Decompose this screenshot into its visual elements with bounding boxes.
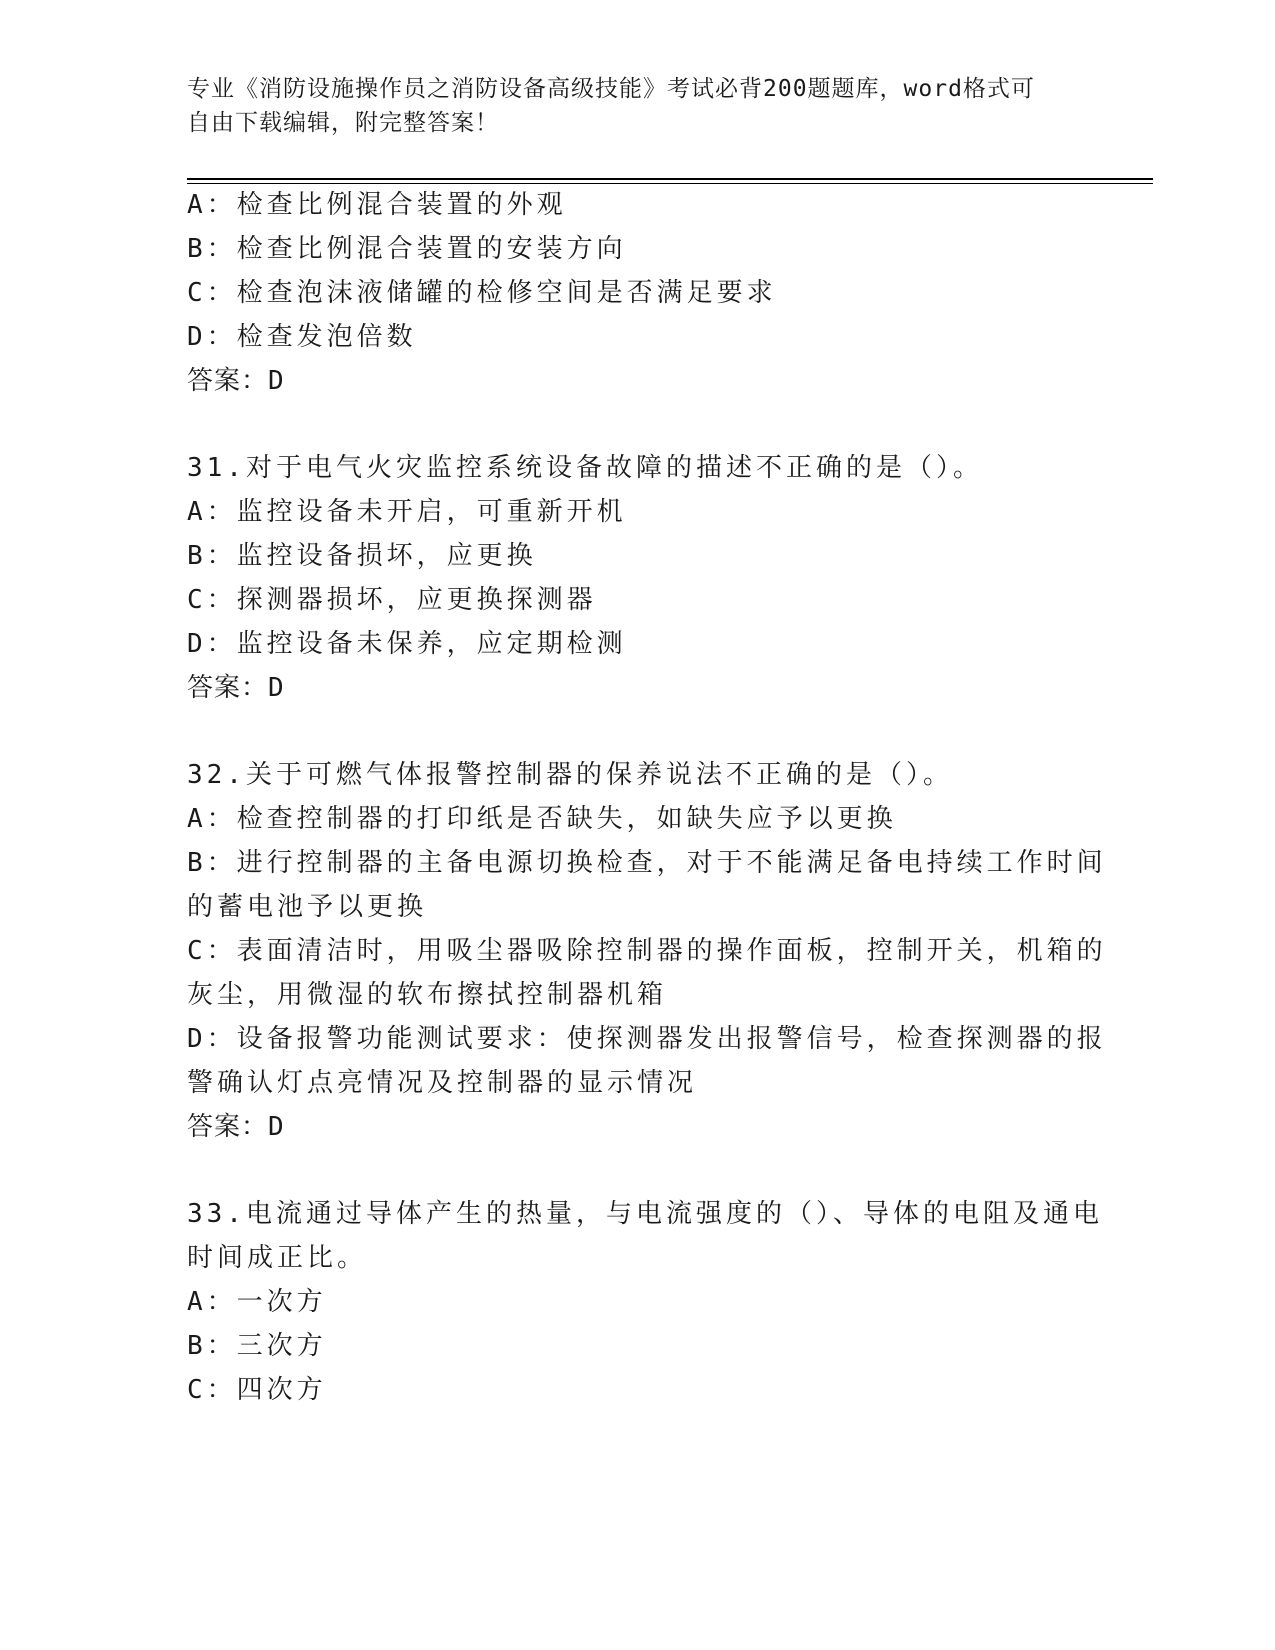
q32-option-b-cont: 的蓄电池予以更换	[187, 892, 428, 922]
q31-option-b: B：监控设备损坏，应更换	[187, 541, 537, 571]
q32-option-c: C：表面清洁时，用吸尘器吸除控制器的操作面板，控制开关，机箱的	[187, 936, 1107, 966]
header-line-1: 专业《消防设施操作员之消防设备高级技能》考试必背200题题库，word格式可	[187, 76, 1035, 102]
q32-option-a: A：检查控制器的打印纸是否缺失，如缺失应予以更换	[187, 804, 897, 834]
header-rule-thin	[187, 183, 1153, 184]
q31-question: 31.对于电气火灾监控系统设备故障的描述不正确的是（）。	[187, 453, 983, 483]
q33-option-c: C：四次方	[187, 1375, 327, 1405]
header-line-2: 自由下载编辑，附完整答案！	[187, 110, 499, 136]
q31-option-d: D：监控设备未保养，应定期检测	[187, 629, 627, 659]
header-rule-thick	[187, 178, 1153, 180]
q30-option-b: B：检查比例混合装置的安装方向	[187, 234, 627, 264]
q32-option-c-cont: 灰尘，用微湿的软布擦拭控制器机箱	[187, 980, 668, 1010]
q30-option-a: A：检查比例混合装置的外观	[187, 190, 567, 220]
q32-question: 32.关于可燃气体报警控制器的保养说法不正确的是（）。	[187, 760, 953, 790]
q32-option-d-cont: 警确认灯点亮情况及控制器的显示情况	[187, 1068, 698, 1098]
q31-option-c: C：探测器损坏，应更换探测器	[187, 585, 597, 615]
q31-answer: 答案：D	[187, 673, 285, 703]
q30-answer: 答案：D	[187, 366, 285, 396]
q33-question-line-2: 时间成正比。	[187, 1243, 368, 1273]
q30-option-c: C：检查泡沫液储罐的检修空间是否满足要求	[187, 278, 777, 308]
q32-option-d: D：设备报警功能测试要求：使探测器发出报警信号，检查探测器的报	[187, 1024, 1107, 1054]
q30-option-d: D：检查发泡倍数	[187, 322, 417, 352]
q33-option-b: B：三次方	[187, 1331, 327, 1361]
document-header	[187, 72, 1067, 140]
q33-option-a: A：一次方	[187, 1287, 327, 1317]
q31-option-a: A：监控设备未开启，可重新开机	[187, 497, 627, 527]
q33-question-line-1: 33.电流通过导体产生的热量，与电流强度的（）、导体的电阻及通电	[187, 1199, 1103, 1229]
q32-answer: 答案：D	[187, 1112, 285, 1142]
q32-option-b: B：进行控制器的主备电源切换检查，对于不能满足备电持续工作时间	[187, 848, 1107, 878]
